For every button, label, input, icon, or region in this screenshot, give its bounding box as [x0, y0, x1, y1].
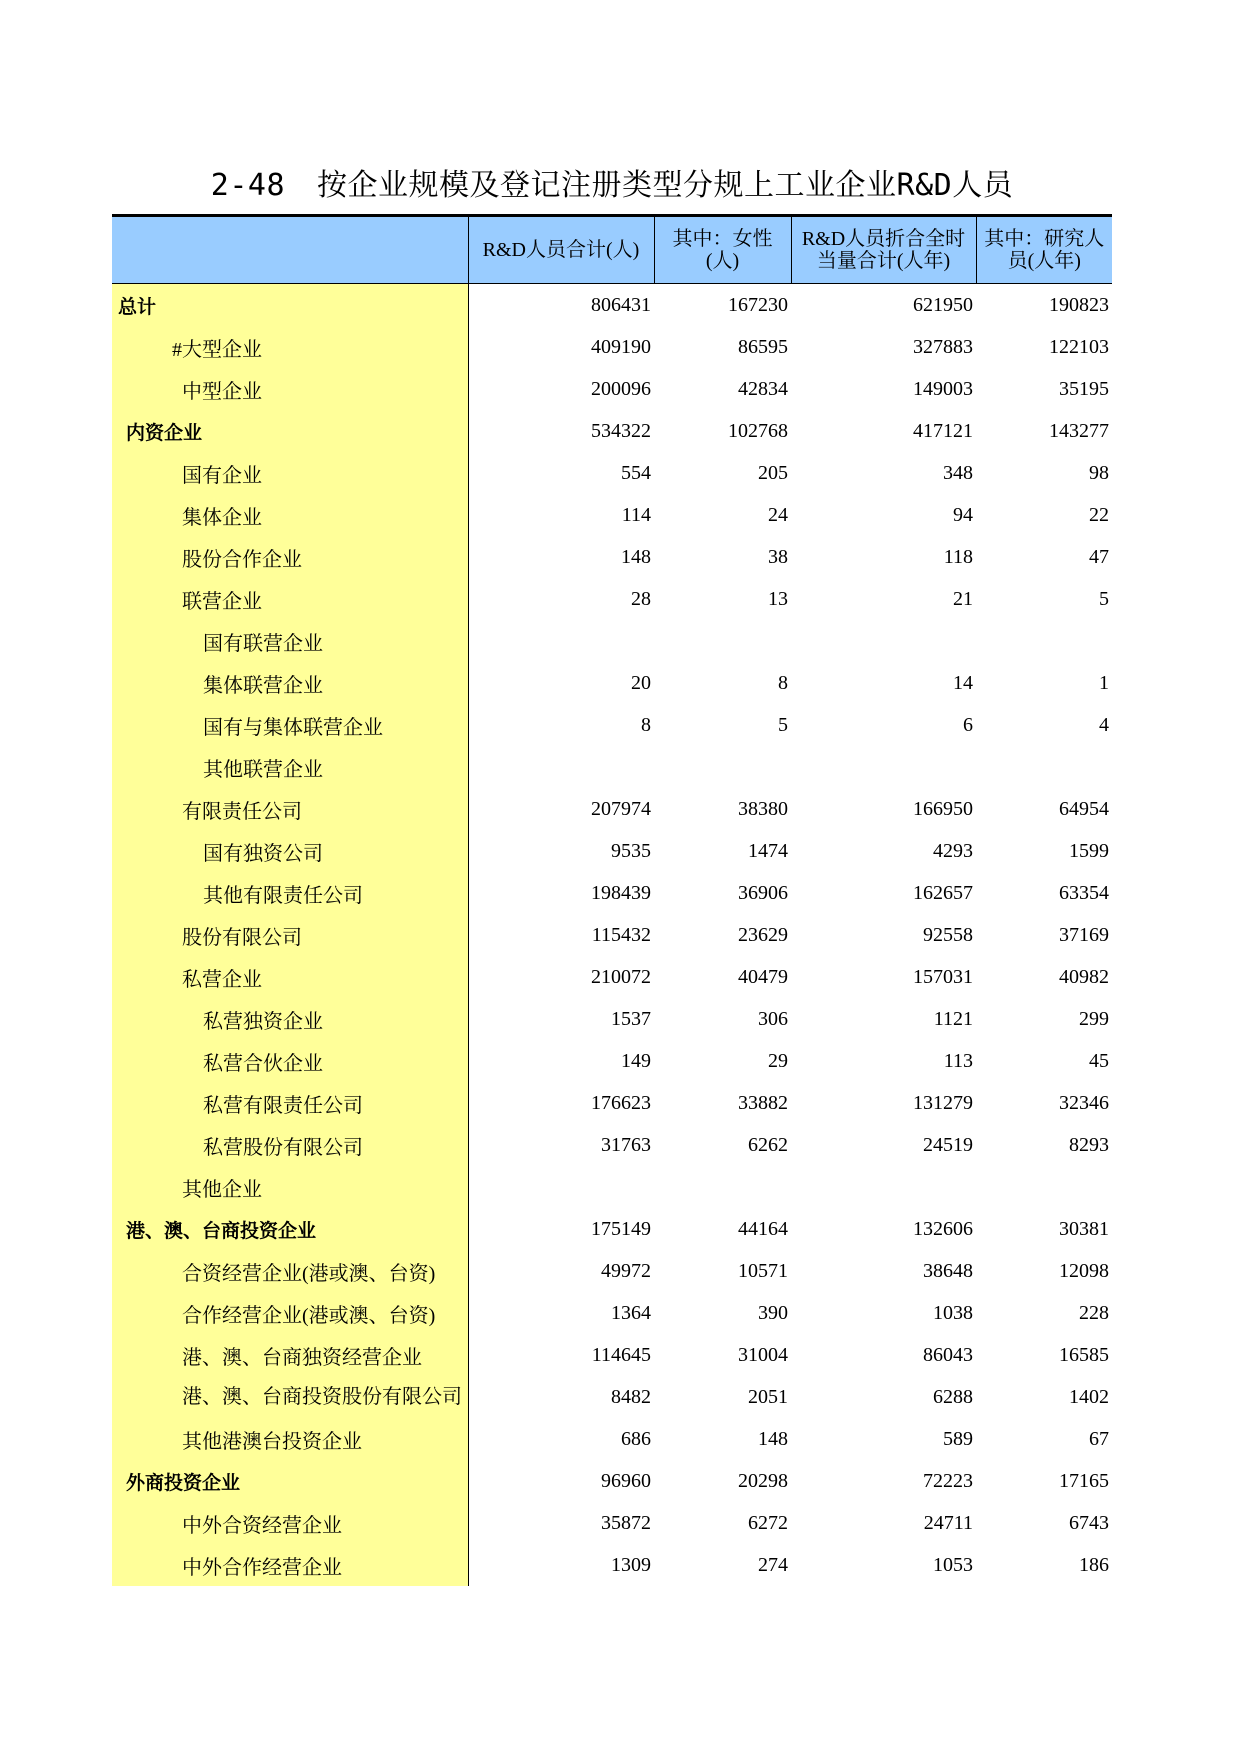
cell-value: 409190	[591, 335, 651, 358]
cell-value: 16585	[1059, 1343, 1109, 1366]
row-label: 国有联营企业	[112, 620, 468, 662]
cell-value: 35195	[1059, 377, 1109, 400]
table-row	[112, 1208, 1112, 1250]
cell-value: 589	[943, 1427, 973, 1450]
cell-value: 175149	[591, 1217, 651, 1240]
row-label: 联营企业	[112, 578, 468, 620]
cell-value: 98	[1089, 461, 1109, 484]
row-label: 私营有限责任公司	[112, 1082, 468, 1124]
cell-value: 390	[758, 1301, 788, 1324]
cell-value: 102768	[728, 419, 788, 442]
row-label: 外商投资企业	[112, 1460, 468, 1502]
cell-value: 94	[953, 503, 973, 526]
cell-value: 6	[963, 713, 973, 736]
table-row	[112, 1418, 1112, 1460]
row-label: 私营独资企业	[112, 998, 468, 1040]
cell-value: 1364	[611, 1301, 651, 1324]
cell-value	[468, 746, 654, 788]
cell-value: 190823	[1049, 293, 1109, 316]
cell-value	[791, 1166, 976, 1208]
table-body	[112, 284, 1112, 1587]
cell-value: 30381	[1059, 1217, 1109, 1240]
cell-value: 131279	[913, 1091, 973, 1114]
table-row	[112, 1124, 1112, 1166]
cell-value: 47	[1089, 545, 1109, 568]
cell-value: 348	[943, 461, 973, 484]
table-row	[112, 1082, 1112, 1124]
cell-value: 6288	[933, 1385, 973, 1408]
cell-value: 86595	[738, 335, 788, 358]
cell-value	[654, 1166, 791, 1208]
cell-value: 38	[768, 545, 788, 568]
table-row	[112, 410, 1112, 452]
table-row	[112, 1166, 1112, 1208]
table-row	[112, 368, 1112, 410]
row-label: 合资经营企业(港或澳、台资)	[112, 1250, 468, 1292]
cell-value: 96960	[601, 1469, 651, 1492]
cell-value: 1402	[1069, 1385, 1109, 1408]
table-row	[112, 284, 1112, 327]
cell-value: 417121	[913, 419, 973, 442]
cell-value: 6262	[748, 1133, 788, 1156]
cell-value: 31763	[601, 1133, 651, 1156]
cell-value	[976, 1166, 1112, 1208]
cell-value: 42834	[738, 377, 788, 400]
cell-value: 23629	[738, 923, 788, 946]
cell-value: 12098	[1059, 1259, 1109, 1282]
row-label: 股份合作企业	[112, 536, 468, 578]
cell-value: 143277	[1049, 419, 1109, 442]
title-text: 按企业规模及登记注册类型分规上工业企业R&D人员	[317, 168, 1014, 203]
table-row	[112, 662, 1112, 704]
row-label: 集体企业	[112, 494, 468, 536]
cell-value: 38648	[923, 1259, 973, 1282]
header-label-column	[112, 216, 468, 284]
cell-value: 148	[621, 545, 651, 568]
header-researchers: 其中：研究人员(人年)	[976, 216, 1112, 284]
cell-value: 115432	[591, 923, 651, 946]
cell-value: 6272	[748, 1511, 788, 1534]
row-label: 国有独资公司	[112, 830, 468, 872]
cell-value: 274	[758, 1553, 788, 1576]
cell-value	[791, 746, 976, 788]
cell-value	[468, 1166, 654, 1208]
cell-value: 327883	[913, 335, 973, 358]
row-label: 私营股份有限公司	[112, 1124, 468, 1166]
table-row	[112, 1292, 1112, 1334]
cell-value: 1038	[933, 1301, 973, 1324]
cell-value: 554	[621, 461, 651, 484]
cell-value: 1474	[748, 839, 788, 862]
row-label: 内资企业	[112, 410, 468, 452]
cell-value: 64954	[1059, 797, 1109, 820]
cell-value: 122103	[1049, 335, 1109, 358]
cell-value: 5	[778, 713, 788, 736]
cell-value: 29	[768, 1049, 788, 1072]
cell-value: 37169	[1059, 923, 1109, 946]
cell-value: 118	[943, 545, 973, 568]
cell-value: 207974	[591, 797, 651, 820]
row-label: #大型企业	[112, 326, 468, 368]
cell-value: 24711	[923, 1511, 973, 1534]
cell-value: 157031	[913, 965, 973, 988]
cell-value: 63354	[1059, 881, 1109, 904]
cell-value: 8	[641, 713, 651, 736]
cell-value: 67	[1089, 1427, 1109, 1450]
cell-value: 686	[621, 1427, 651, 1450]
title-code: 2-48	[210, 168, 286, 203]
cell-value: 1537	[611, 1007, 651, 1030]
cell-value: 1121	[933, 1007, 973, 1030]
header-rd-personnel-total: R&D人员合计(人)	[468, 216, 654, 284]
cell-value: 28	[631, 587, 651, 610]
cell-value: 45	[1089, 1049, 1109, 1072]
cell-value: 72223	[923, 1469, 973, 1492]
cell-value: 306	[758, 1007, 788, 1030]
table-row	[112, 788, 1112, 830]
row-label: 中外合作经营企业	[112, 1544, 468, 1586]
cell-value: 205	[758, 461, 788, 484]
cell-value: 10571	[738, 1259, 788, 1282]
table-row	[112, 1376, 1112, 1418]
cell-value: 44164	[738, 1217, 788, 1240]
row-label: 中外合资经营企业	[112, 1502, 468, 1544]
cell-value: 1309	[611, 1553, 651, 1576]
table-row	[112, 578, 1112, 620]
cell-value: 200096	[591, 377, 651, 400]
cell-value: 31004	[738, 1343, 788, 1366]
row-label: 港、澳、台商投资股份有限公司	[112, 1376, 468, 1418]
table-row	[112, 536, 1112, 578]
cell-value: 35872	[601, 1511, 651, 1534]
cell-value	[654, 620, 791, 662]
cell-value: 13	[768, 587, 788, 610]
table-row	[112, 620, 1112, 662]
table-row	[112, 1502, 1112, 1544]
rd-personnel-table	[112, 214, 1112, 1586]
cell-value: 9535	[611, 839, 651, 862]
cell-value: 4293	[933, 839, 973, 862]
table-row	[112, 494, 1112, 536]
cell-value	[468, 620, 654, 662]
cell-value: 40982	[1059, 965, 1109, 988]
cell-value: 36906	[738, 881, 788, 904]
cell-value: 6743	[1069, 1511, 1109, 1534]
cell-value: 113	[943, 1049, 973, 1072]
page-title	[112, 160, 1112, 204]
cell-value: 4	[1099, 713, 1109, 736]
row-label: 私营企业	[112, 956, 468, 998]
cell-value: 132606	[913, 1217, 973, 1240]
cell-value: 198439	[591, 881, 651, 904]
table-row	[112, 1460, 1112, 1502]
cell-value: 20298	[738, 1469, 788, 1492]
table-row	[112, 956, 1112, 998]
header-full-time-equivalent: R&D人员折合全时当量合计(人年)	[791, 216, 976, 284]
row-label: 股份有限公司	[112, 914, 468, 956]
cell-value: 8482	[611, 1385, 651, 1408]
row-label: 其他有限责任公司	[112, 872, 468, 914]
cell-value: 167230	[728, 293, 788, 316]
cell-value	[976, 620, 1112, 662]
row-label: 合作经营企业(港或澳、台资)	[112, 1292, 468, 1334]
cell-value: 5	[1099, 587, 1109, 610]
row-label: 国有与集体联营企业	[112, 704, 468, 746]
cell-value: 806431	[591, 293, 651, 316]
cell-value: 21	[953, 587, 973, 610]
row-label: 港、澳、台商投资企业	[112, 1208, 468, 1250]
row-label: 其他联营企业	[112, 746, 468, 788]
cell-value: 8	[778, 671, 788, 694]
row-label: 集体联营企业	[112, 662, 468, 704]
cell-value: 148	[758, 1427, 788, 1450]
cell-value: 1	[1099, 671, 1109, 694]
cell-value: 1599	[1069, 839, 1109, 862]
cell-value: 86043	[923, 1343, 973, 1366]
cell-value: 228	[1079, 1301, 1109, 1324]
row-label: 其他企业	[112, 1166, 468, 1208]
cell-value	[791, 620, 976, 662]
row-label: 总计	[112, 284, 468, 327]
table-row	[112, 746, 1112, 788]
cell-value: 20	[631, 671, 651, 694]
row-label: 国有企业	[112, 452, 468, 494]
cell-value: 32346	[1059, 1091, 1109, 1114]
cell-value: 186	[1079, 1553, 1109, 1576]
cell-value: 149003	[913, 377, 973, 400]
cell-value: 299	[1079, 1007, 1109, 1030]
row-label: 中型企业	[112, 368, 468, 410]
cell-value	[654, 746, 791, 788]
row-label: 港、澳、台商独资经营企业	[112, 1334, 468, 1376]
cell-value: 17165	[1059, 1469, 1109, 1492]
table-row	[112, 1544, 1112, 1586]
cell-value: 38380	[738, 797, 788, 820]
table-row	[112, 452, 1112, 494]
cell-value: 162657	[913, 881, 973, 904]
cell-value	[976, 746, 1112, 788]
cell-value: 114645	[591, 1343, 651, 1366]
cell-value: 2051	[748, 1385, 788, 1408]
cell-value: 534322	[591, 419, 651, 442]
row-label: 私营合伙企业	[112, 1040, 468, 1082]
table-header-row	[112, 216, 1112, 284]
cell-value: 8293	[1069, 1133, 1109, 1156]
table-row	[112, 830, 1112, 872]
cell-value: 22	[1089, 503, 1109, 526]
table-row	[112, 1334, 1112, 1376]
cell-value: 176623	[591, 1091, 651, 1114]
cell-value: 149	[621, 1049, 651, 1072]
table-row	[112, 914, 1112, 956]
cell-value: 14	[953, 671, 973, 694]
cell-value: 40479	[738, 965, 788, 988]
cell-value: 92558	[923, 923, 973, 946]
cell-value: 166950	[913, 797, 973, 820]
table-row	[112, 998, 1112, 1040]
row-label: 有限责任公司	[112, 788, 468, 830]
row-label: 其他港澳台投资企业	[112, 1418, 468, 1460]
cell-value: 114	[621, 503, 651, 526]
table-row	[112, 326, 1112, 368]
cell-value: 24519	[923, 1133, 973, 1156]
table-row	[112, 1040, 1112, 1082]
table-row	[112, 704, 1112, 746]
cell-value: 24	[768, 503, 788, 526]
cell-value: 33882	[738, 1091, 788, 1114]
table-row	[112, 872, 1112, 914]
table-row	[112, 1250, 1112, 1292]
cell-value: 210072	[591, 965, 651, 988]
header-female: 其中：女性(人)	[654, 216, 791, 284]
cell-value: 621950	[913, 293, 973, 316]
cell-value: 49972	[601, 1259, 651, 1282]
cell-value: 1053	[933, 1553, 973, 1576]
